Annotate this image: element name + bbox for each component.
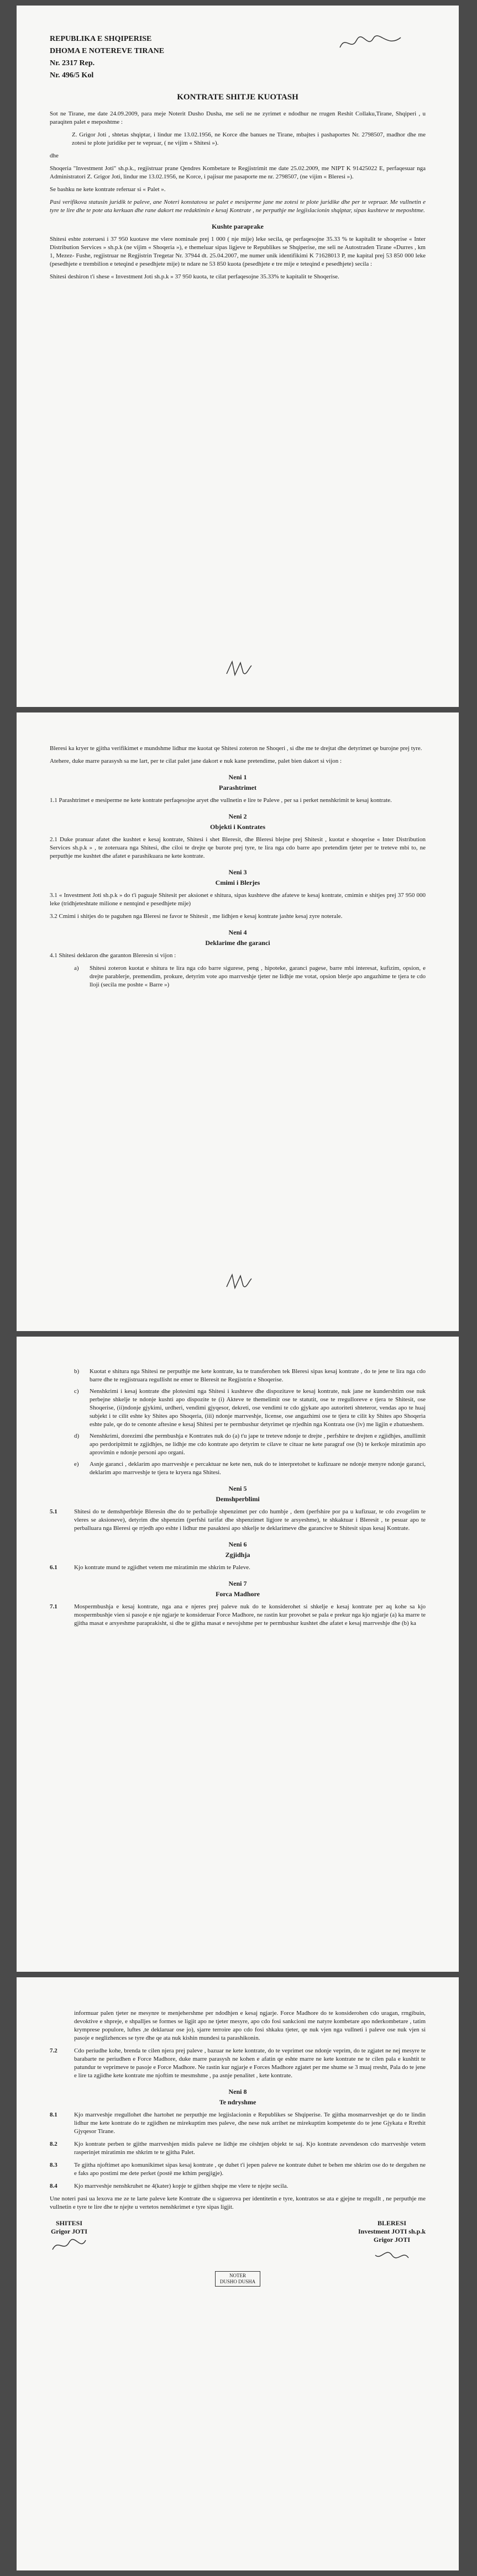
document-page-3 — [17, 1337, 459, 1972]
article-8-number: Neni 8 — [228, 2088, 247, 2095]
clause-number: 5.1 — [50, 1508, 57, 1515]
handwritten-signature-top — [337, 32, 403, 54]
clause-6-1 — [50, 1564, 426, 1572]
precondition-1: Shitesi eshte zoteruesi i 37 950 kuotave me vlere nominale prej 1 000 ( nje mije) leke secila, qe perfaqesojne 35.33 % te kapitalit te shoqerise « Inter Distribution Services » sh.p.k (ne vijim « Shoqeria »), e themeluar sipas ligjeve te Republikes se Shqiperise, me seli ne Autostraden Tirane «Durres , km 1, Mezez- Fushe, regjistruar ne Regjistrin Tregetar Nr. 37944 dt. 25.04.2007, me numer unik identifikimi K 71628013 P, me kapital prej 53 850 000 leke (pesedhjete e trembilion e teteqind e pesedhjete mije) te ndare ne 53 850 kuota (pesedhjete e tre mije e teteqind e pesedhjete) secila : — [50, 236, 426, 267]
clause-7-1-continued — [50, 2009, 426, 2042]
precondition-2: Shitesi deshiron t'i shese « Investment Joti sh.p.k » 37 950 kuota, te cilat perfaqesojne 35.33% te kapitalit te Shoqerise. — [50, 273, 339, 280]
article-5-title: Demshperblimi — [216, 1495, 260, 1503]
seller-label: SHITESI — [55, 2219, 83, 2227]
initials-signature-icon — [221, 1270, 254, 1292]
clause-8-2-text: Kjo kontrate perben te gjithe marrveshjen midis paleve ne lidhje me cështjen objekt te saj. Kjo kontrate zevendeson cdo marrveshje vetem rasperinjet miratimin me shkrim te te gjitha Palet. — [74, 2141, 426, 2156]
seller-signature-icon — [50, 2236, 88, 2255]
clause-number: 8.4 — [50, 2183, 57, 2189]
buyer-signature-icon — [373, 2244, 411, 2263]
clause-number: 8.1 — [50, 2112, 57, 2118]
stamp-line-1: NOTER — [229, 2273, 246, 2278]
notary-stamp-wrap — [50, 2271, 426, 2287]
section-preconditions: Kushte paraprake — [212, 223, 264, 230]
clause-letter: d) — [74, 1433, 80, 1439]
clause-8-3-text: Te gjitha njoftimet apo komunikimet sipas kesaj kontrate , qe duhet t'i jepen paleve ne kontrate duhet te behen me shkrim ose do te derguhen ne e faks apo postimi me dete perket (postë me kthim pergjigje). — [74, 2162, 426, 2177]
buyer-label: BLERESI — [377, 2219, 406, 2227]
clause-7-2-text: Cdo periudhe kohe, brenda te cilen njera prej paleve , bazuar ne kete kontrate, do te veprimet ose ndonje veprim, do te zgjatet ne nej mesyre te barabarte ne periudhen e Force Madhore, duke marre parasysh ne kohen e afatin qe eshte marre ne kete kontrate ne te cilen pala e kushtit te patundur te veprimeve te pasoje e Force Madhore. Ne rastin kur ngjarje e Forces Madhore zgjatet per me shume se 3 muaj rresht, Pala do te jene e lire ta zgjidhe kete kontrate me njoftim te mesmshme , pa asnje penalitet , kete kontrate. — [74, 2047, 426, 2079]
clause-6-1-text: Kjo kontrate mund te zgjidhet vetem me miratimin me shkrim te Paleve. — [74, 1564, 250, 1571]
document-page-4 — [17, 1977, 459, 2570]
clause-4-1-c-text: Nenshkrimi i kesaj kontrate dhe plotesimi nga Shitesi i kushteve dhe dispozitave te kesaj kontrate, nuk jane ne kundershtim ose nuk perbejne shkelje te ndonje kushti apo dispozite te (i) Akteve te themelimit ose te statutit, ose te rregulloreve e tjera te Shitesit, ose Shoqerise, (ii)ndonje gjykimi, urdheri, vendimi gjyqesor, dekreti, ose vendimi te cdo gjykate apo autoriteti shteteror, vendas apo te huaj subjekt i te cilit eshte ky Shites apo Shoqeria, (iii) ndonje marrveshje, license, ose angazhimi ose te tjera te cilit ky Shites apo Shoqeria eshte pale, qe do te cenonte aftesine e kesaj Shitesi per te permbushur detyrimet qe rrjedhin nga Kontrata ose (iv) me ligjin e zbatueshem. — [90, 1388, 426, 1428]
article-3-number: Neni 3 — [228, 868, 247, 876]
clause-4-1: 4.1 Shitesi deklaron dhe garanton Bleresin si vijon : — [50, 952, 176, 959]
clause-4-1-e — [74, 1460, 426, 1477]
intro-paragraph: Sot ne Tirane, me date 24.09.2009, para meje Noterit Dusho Dusha, me seli ne ne zyrimet e ndodhur ne rrugen Reshit Collaku,Tirane, Shqiperi , u paraqiten palet e meposhtme : — [50, 110, 426, 125]
clause-4-1-e-text: Asnje garanci , deklarim apo marrveshje e percaktuar ne kete nen, nuk do te interpretohet te kufizuare ne ndonje menyre ndonje garanci, deklarim apo marrveshje te tjera te kryera nga Shitesi. — [90, 1461, 426, 1476]
party-seller: Z. Grigor Joti , shtetas shqiptar, i lindur me 13.02.1956, ne Korce dhe banues ne Tirane, mbajtes i pashaportes Nr. 2798507, madhor dhe me zotesi te plote juridike per te vepruar, ( ne vijim « Shitesi »). — [72, 131, 426, 146]
header-republic: REPUBLIKA E SHQIPERISE — [50, 35, 152, 43]
clause-number: 8.2 — [50, 2141, 57, 2147]
clause-3-2: 3.2 Cmimi i shitjes do te paguhen nga Bleresi ne favor te Shitesit , me lidhjen e kesaj kontrate jashte kesaj zyre noterale. — [50, 913, 343, 920]
clause-number: 7.1 — [50, 1603, 57, 1610]
article-1-title: Parashtrimet — [219, 784, 256, 791]
clause-7-2 — [50, 2047, 426, 2080]
clause-5-1 — [50, 1508, 426, 1533]
stamp-line-2: DUSHO DUSHA — [219, 2279, 256, 2284]
article-6-number: Neni 6 — [228, 1540, 247, 1548]
signature-block — [50, 2219, 426, 2266]
notary-closing: Une noteri pasi ua lexova me ze te larte paleve kete Kontrate dhe u siguerova per identitetin e tyre, kontratos se ata e gjejne te rregullt , ne perputhje me vullnetin e tyre te lire dhe te njejte u vertetos nenshkrimet e tyre sipas ligjit. — [50, 2195, 426, 2210]
verification-paragraph: Bleresi ka kryer te gjitha verifikimet e mundshme lidhur me kuotat qe Shitesi zoteron ne Shoqeri , si dhe me te drejtat dhe detyrimet qe burojne prej tyre. — [50, 745, 422, 752]
document-page-2 — [17, 712, 459, 1331]
clause-1-1: 1.1 Parashtrimet e mesiperme ne kete kontrate perfaqesojne aryet dhe vullnetin e lire te Paleve , per sa i perket nenshkrimit te kesaj kontrate. — [50, 797, 392, 804]
agreement-paragraph: Atehere, duke marre parasysh sa me lart, per te cilat palet jane dakort e nuk kane pretendime, palet bien dakort si vijon : — [50, 758, 342, 764]
clause-7-1-cont-text: informuar palen tjeter ne mesynre te menjehershme per ndodhjen e kesaj ngjarje. Force Madhore do te konsiderohen cdo uragan, rrngibuin, devoktive e shpreje, e shpalljes se formes se ligjit apo ne tjeter mesyre, apo cdo fosi sankcioni me natyre kombetare apo nderkombetare , tatim krymprese populore, luftes ,te deklaruar ose jo), sjarre terroire apo cdo fosi shkaku tjeter, qe nuk vjen nga vullneti i paleve ose nuk vjen si pasoje e neglizhences se tyre dhe qe ata nuk kishin mundesi ta parashikonin. — [74, 2010, 426, 2041]
clause-4-1-b-text: Kuotat e shitura nga Shitesi ne perputhje me kete kontrate, ka te transferohen tek Bleresi sipas kesaj kontrate , do te jene te lira nga cdo barre dhe te regjistruara regullisht ne emer te Bleresit ne Regjistrin e Shoqerise. — [90, 1368, 426, 1383]
and-separator: dhe — [50, 152, 59, 159]
clause-2-1: 2.1 Duke pranuar afatet dhe kushtet e kesaj kontrate, Shitesi i shet Bleresit, dhe Bleresi blejne prej Shitesit , kuotat e shoqerise « Inter Distribution Services sh.p.k » , te zoteruara nga Shitesi, dhe ciloi te drejte qe burote prej tyre, te lira nga cdo barre apo pretendim tjeter per te treteve mbi to, ne perputhje me kushtet dhe afatet e parashikuara ne kete kontrate. — [50, 836, 426, 859]
clause-7-1-text: Mospermbushja e kesaj kontrate, nga ana e njeres prej paleve nuk do te konsiderohet si shkelje e kesaj kontrate per aq kohe sa kjo mospermbushje vien si pasoje e nje ngjarje te konsideruar Force Madhore, ne rastin kur provohet se pala e prekur nga kjo ngjarje (a) ka marre te gjitha masat e arsyeshme paraprakisht, si dhe te gjitha masat e nevojshme per te permbushur kushtet dhe afatet e kesaj marrveshje dhe (b) ka — [74, 1603, 426, 1627]
clause-8-1 — [50, 2111, 426, 2136]
document-title: KONTRATE SHITJE KUOTASH — [177, 93, 298, 102]
clause-3-1: 3.1 « Investment Joti sh.p.k » do t'i paguaje Shitesit per aksionet e shitura, sipas kushteve dhe afateve te kesaj kontrate, cmimin e shitjes prej 37 950 000 leke (tridhjeteshtate milione e nentqind e pesedhjete mije) — [50, 892, 426, 907]
article-8-title: Te ndryshme — [219, 2098, 256, 2106]
clause-number: 7.2 — [50, 2047, 57, 2054]
article-7-number: Neni 7 — [228, 1580, 247, 1587]
notary-stamp — [215, 2271, 260, 2287]
clause-8-4 — [50, 2182, 426, 2190]
clause-8-4-text: Kjo marrveshje nenshkruhet ne 4(kater) kopje te gjithen shqipe me vlere te njejte secila. — [74, 2183, 289, 2189]
clause-5-1-text: Shitesi do te demshperbleje Bleresin dhe do te perballoje shpenzimet per cdo humbje , dem (perfshire por pa u kufizuar, te cdo zvogelim te vleres se aksioneve), detyrim dhe shpenzim (perfshi tarifat dhe shpenzimet ligjore te arsyeshme), te shkaktuar i Bleresit , te pesuar apo te perballuara nga Bleresi qe rrjedh apo eshte i lidhur me pasaktesi apo shkelje te deklarimeve dhe garancive te Shitesit sipas kesaj Kontrate. — [74, 1508, 426, 1532]
buyer-company: Investment JOTI sh.p.k — [358, 2227, 426, 2235]
clause-8-1-text: Kjo marrveshje rregullohet dhe hartohet ne perputhje me legjislacionin e Republikes se Shqiperise. Te gjitha mosmarrveshjet qe do te lindin lidhur me kete kontrate do te zgjidhen ne mirekuptim mes paleve, dhe nese nuk arrihet ne mirekuptim kompetente do te jene Gjykata e Rrethit Gjyqesor Tirane. — [74, 2112, 426, 2135]
article-1-number: Neni 1 — [228, 773, 247, 781]
header-chamber: DHOMA E NOTEREVE TIRANE — [50, 47, 165, 55]
seller-signature — [50, 2219, 88, 2266]
clause-4-1-c — [74, 1387, 426, 1429]
clause-4-1-d-text: Nenshkrimi, dorezimi dhe permbushja e Kontrates nuk do (a) t'u jape te treteve ndonje te drejte , perfshire te drejten e zgjidhjes, anullimit apo perdoripitmit te zgjidhjes, ne lidhje me cdo kontrate apo detyrim te cilave te cituar ne kete paragraf ose (b) te kerkoje miratimin apo aprovimin e ndonje personi apo organi. — [90, 1433, 426, 1456]
article-7-title: Forca Madhore — [216, 1590, 260, 1598]
clause-number: 8.3 — [50, 2162, 57, 2168]
article-6-title: Zgjidhja — [225, 1551, 250, 1559]
clause-4-1-b — [74, 1368, 426, 1384]
rep-number: Nr. 2317 Rep. — [50, 59, 95, 67]
clause-8-2 — [50, 2140, 426, 2157]
clause-4-1-a-text: Shitesi zoteron kuotat e shitura te lira nga cdo barre sigurese, peng , hipoteke, garanci pagese, barre mbi interesat, kufizim, opsion, e drejte parablerje, premendim, prokure, detyrim vote apo marrveshje tjeter ne lidhje me votat, opsion blerje apo angazhime te tjera te cdo lloji (secila me poshte « Barre ») — [90, 965, 426, 988]
initials-signature-icon — [221, 657, 254, 679]
article-5-number: Neni 5 — [228, 1485, 247, 1492]
clause-4-1-a — [74, 964, 426, 989]
buyer-signature — [358, 2219, 426, 2266]
article-2-title: Objekti i Kontrates — [210, 823, 265, 831]
article-4-number: Neni 4 — [228, 928, 247, 936]
clause-letter: c) — [74, 1388, 79, 1395]
article-4-title: Deklarime dhe garanci — [205, 939, 270, 947]
seller-name: Grigor JOTI — [50, 2227, 88, 2235]
clause-letter: e) — [74, 1461, 79, 1468]
article-3-title: Cmimi i Blerjes — [215, 879, 260, 886]
clause-7-1 — [50, 1603, 426, 1628]
buyer-name: Grigor JOTI — [373, 2236, 411, 2244]
kol-number: Nr. 496/5 Kol — [50, 71, 94, 80]
clause-letter: a) — [74, 965, 79, 972]
clause-number: 6.1 — [50, 1564, 57, 1571]
parties-reference: Se bashku ne kete kontrate referuar si « Palet ». — [50, 186, 166, 193]
article-2-number: Neni 2 — [228, 812, 247, 820]
clause-4-1-d — [74, 1432, 426, 1457]
party-buyer: Shoqeria "Investment Joti" sh.p.k., regjistruar prane Qendres Kombetare te Regjistrimit me date 25.02.2009, me NIPT K 91425022 E, perfaqesuar nga Administratori Z. Grigor Joti, lindur me 13.02.1956, ne Korce, i pajisur me pasaporte me nr. 2798507, (ne vijim « Bleresi »). — [50, 165, 426, 180]
clause-letter: b) — [74, 1368, 80, 1375]
document-page-1 — [17, 6, 459, 707]
notary-premise: Pasi verifikova statusin juridik te paleve, ane Noteri konstatova se palet e mesiperme jane me zotesi te plote juridike dhe per te vepruar. Me vullnetin e tyre te lire dhe te pote ata kerkuan dhe rane dakort me redaktimin e kesaj Kontrate , ne perputhje me legjislacionin shqiptar, sipas kushteve te meposhtme. — [50, 199, 426, 214]
clause-8-3 — [50, 2161, 426, 2178]
